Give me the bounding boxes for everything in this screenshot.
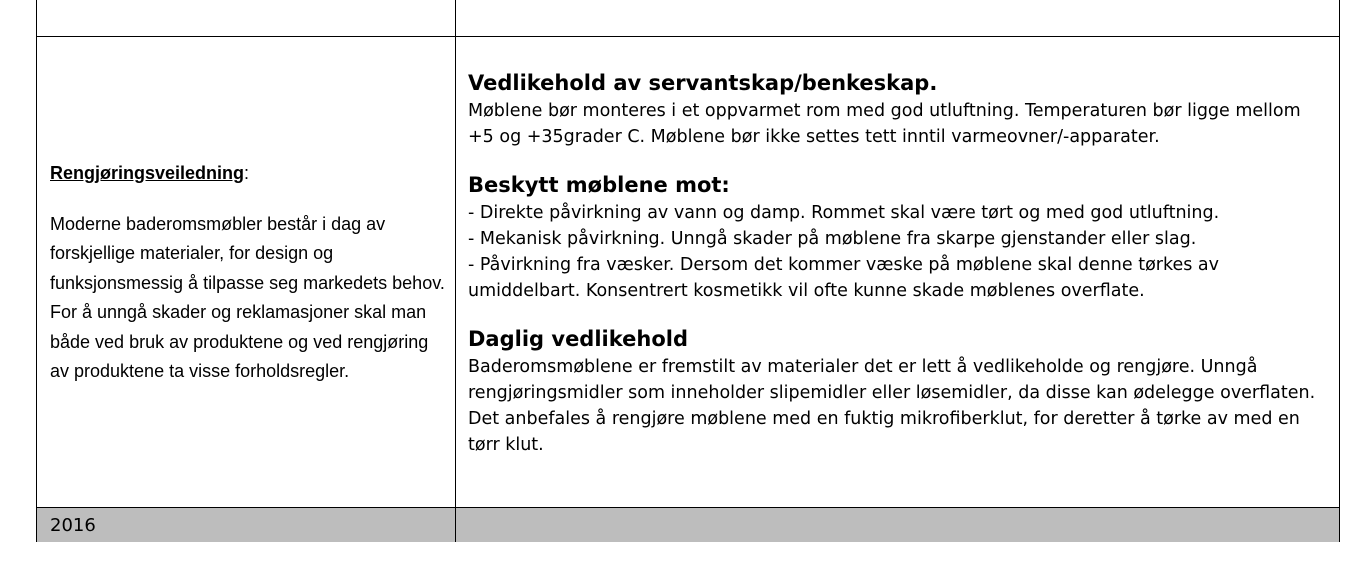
table-border-left [36, 0, 37, 542]
section-line: rengjøringsmidler som inneholder slipemidler eller løsemidler, da disse kan ødelegge overflaten. [468, 383, 1316, 403]
table-column-divider [455, 0, 456, 542]
section-title: Beskytt møblene mot: [468, 173, 730, 197]
section-line: - Påvirkning fra væsker. Dersom det kommer væske på møblene skal denne tørkes av [468, 255, 1220, 275]
table-border-right [1339, 0, 1340, 542]
cleaning-guide-intro: Moderne baderomsmøbler består i dag av forskjellige materialer, for design og funksjonsmessig å tilpasse seg markedets behov. For å unngå skader og reklamasjoner skal man både ved bruk av produktene og ved rengjøring av produktene ta visse forholdsregler. [50, 214, 445, 382]
section-daily-maintenance [468, 324, 1328, 458]
document-table [36, 0, 1340, 542]
section-line: +5 og +35grader C. Møblene bør ikke settes tett inntil varmeovner/-apparater. [468, 127, 1160, 147]
section-line: umiddelbart. Konsentrert kosmetikk vil ofte kunne skade møblenes overflate. [468, 281, 1145, 301]
heading-colon: : [244, 163, 250, 183]
section-title: Vedlikehold av servantskap/benkeskap. [468, 71, 938, 95]
footer-border-left [36, 508, 37, 542]
section-line: - Mekanisk påvirkning. Unngå skader på møblene fra skarpe gjenstander eller slag. [468, 229, 1197, 249]
section-line: - Direkte påvirkning av vann og damp. Rommet skal være tørt og med god utluftning. [468, 203, 1220, 223]
table-row-divider-top [36, 36, 1340, 37]
cleaning-guide-heading [50, 160, 450, 186]
section-line: Det anbefales å rengjøre møblene med en fuktig mikrofiberklut, for deretter å tørke av med en [468, 409, 1300, 429]
section-line: Møblene bør monteres i et oppvarmet rom med god utluftning. Temperaturen bør ligge mellom [468, 101, 1301, 121]
section-vanity-maintenance [468, 68, 1328, 150]
footer-row [36, 508, 1340, 542]
section-title: Daglig vedlikehold [468, 327, 688, 351]
footer-year: 2016 [50, 515, 96, 536]
section-line: Baderomsmøblene er fremstilt av materialer det er lett å vedlikeholde og rengjøre. Unngå [468, 357, 1258, 377]
cleaning-guide-cell [50, 160, 450, 386]
section-line: tørr klut. [468, 435, 544, 455]
maintenance-cell [468, 68, 1328, 458]
section-protect-furniture [468, 170, 1328, 304]
cleaning-guide-heading-text: Rengjøringsveiledning [50, 163, 245, 183]
footer-border-right [1339, 508, 1340, 542]
footer-column-divider [455, 508, 456, 542]
